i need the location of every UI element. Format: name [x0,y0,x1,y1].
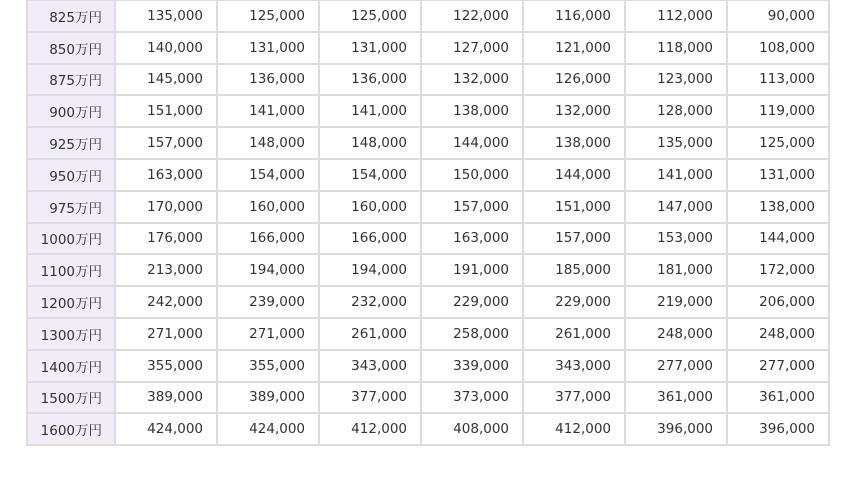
row-header: 1600万円 [27,413,115,445]
table-cell: 213,000 [115,254,217,286]
table-row [27,0,829,32]
table-cell: 229,000 [523,286,625,318]
table-cell: 396,000 [727,413,829,445]
row-header: 1500万円 [27,382,115,414]
table-row [27,32,829,64]
row-header: 1400万円 [27,350,115,382]
table-cell: 361,000 [727,382,829,414]
table-cell: 408,000 [421,413,523,445]
table-cell: 355,000 [115,350,217,382]
table-cell: 113,000 [727,64,829,96]
table-cell: 151,000 [115,95,217,127]
table-cell: 206,000 [727,286,829,318]
table-cell: 396,000 [625,413,727,445]
table-cell: 373,000 [421,382,523,414]
table-cell: 157,000 [523,223,625,255]
table-cell: 194,000 [217,254,319,286]
table-row [27,286,829,318]
table-cell: 145,000 [115,64,217,96]
table-row [27,223,829,255]
table-cell: 138,000 [421,95,523,127]
table-cell: 239,000 [217,286,319,318]
table-cell: 258,000 [421,318,523,350]
table-cell: 157,000 [115,127,217,159]
table-cell: 138,000 [727,191,829,223]
data-table [26,0,830,446]
table-cell: 412,000 [319,413,421,445]
table-cell: 144,000 [421,127,523,159]
table-row [27,350,829,382]
table-row [27,191,829,223]
table-cell: 125,000 [319,0,421,32]
table-cell: 108,000 [727,32,829,64]
table-cell: 194,000 [319,254,421,286]
row-header: 950万円 [27,159,115,191]
table-row [27,159,829,191]
table-cell: 271,000 [115,318,217,350]
table-row [27,382,829,414]
table-cell: 277,000 [625,350,727,382]
table-cell: 141,000 [319,95,421,127]
row-header: 875万円 [27,64,115,96]
row-header: 825万円 [27,0,115,32]
table-cell: 119,000 [727,95,829,127]
table-cell: 229,000 [421,286,523,318]
table-cell: 132,000 [421,64,523,96]
table-cell: 424,000 [115,413,217,445]
table-cell: 131,000 [727,159,829,191]
table-row [27,318,829,350]
table-cell: 339,000 [421,350,523,382]
table-cell: 355,000 [217,350,319,382]
row-header: 1200万円 [27,286,115,318]
table-cell: 166,000 [319,223,421,255]
table-cell: 163,000 [115,159,217,191]
table-cell: 136,000 [319,64,421,96]
table-cell: 343,000 [319,350,421,382]
table-cell: 160,000 [319,191,421,223]
table-cell: 261,000 [319,318,421,350]
table-cell: 148,000 [319,127,421,159]
table-cell: 141,000 [217,95,319,127]
table-cell: 150,000 [421,159,523,191]
table-cell: 185,000 [523,254,625,286]
table-row [27,127,829,159]
table-cell: 140,000 [115,32,217,64]
table-cell: 116,000 [523,0,625,32]
table-cell: 128,000 [625,95,727,127]
table-cell: 153,000 [625,223,727,255]
row-header: 1000万円 [27,223,115,255]
table-cell: 219,000 [625,286,727,318]
table-row [27,254,829,286]
table-row [27,64,829,96]
table-cell: 181,000 [625,254,727,286]
table-cell: 277,000 [727,350,829,382]
row-header: 975万円 [27,191,115,223]
table-container [26,0,830,446]
table-cell: 121,000 [523,32,625,64]
table-cell: 122,000 [421,0,523,32]
table-cell: 160,000 [217,191,319,223]
table-cell: 141,000 [625,159,727,191]
row-header: 1300万円 [27,318,115,350]
table-row [27,413,829,445]
table-cell: 248,000 [625,318,727,350]
table-cell: 389,000 [217,382,319,414]
table-cell: 127,000 [421,32,523,64]
table-cell: 172,000 [727,254,829,286]
table-cell: 242,000 [115,286,217,318]
table-cell: 136,000 [217,64,319,96]
table-cell: 191,000 [421,254,523,286]
table-cell: 147,000 [625,191,727,223]
table-cell: 176,000 [115,223,217,255]
row-header: 850万円 [27,32,115,64]
table-cell: 123,000 [625,64,727,96]
table-cell: 154,000 [319,159,421,191]
table-cell: 132,000 [523,95,625,127]
table-cell: 144,000 [523,159,625,191]
table-cell: 261,000 [523,318,625,350]
table-cell: 232,000 [319,286,421,318]
table-cell: 144,000 [727,223,829,255]
row-header: 925万円 [27,127,115,159]
table-cell: 131,000 [217,32,319,64]
table-cell: 131,000 [319,32,421,64]
table-cell: 166,000 [217,223,319,255]
table-cell: 151,000 [523,191,625,223]
table-cell: 135,000 [115,0,217,32]
table-cell: 90,000 [727,0,829,32]
table-cell: 271,000 [217,318,319,350]
table-cell: 163,000 [421,223,523,255]
table-cell: 118,000 [625,32,727,64]
row-header: 900万円 [27,95,115,127]
table-cell: 126,000 [523,64,625,96]
table-cell: 148,000 [217,127,319,159]
table-cell: 125,000 [727,127,829,159]
table-cell: 412,000 [523,413,625,445]
table-cell: 154,000 [217,159,319,191]
table-cell: 135,000 [625,127,727,159]
table-cell: 112,000 [625,0,727,32]
row-header: 1100万円 [27,254,115,286]
table-body [27,0,829,445]
table-cell: 377,000 [523,382,625,414]
table-cell: 170,000 [115,191,217,223]
table-cell: 138,000 [523,127,625,159]
table-cell: 389,000 [115,382,217,414]
table-cell: 157,000 [421,191,523,223]
table-cell: 377,000 [319,382,421,414]
table-cell: 125,000 [217,0,319,32]
table-row [27,95,829,127]
table-cell: 248,000 [727,318,829,350]
table-cell: 343,000 [523,350,625,382]
table-cell: 424,000 [217,413,319,445]
table-cell: 361,000 [625,382,727,414]
